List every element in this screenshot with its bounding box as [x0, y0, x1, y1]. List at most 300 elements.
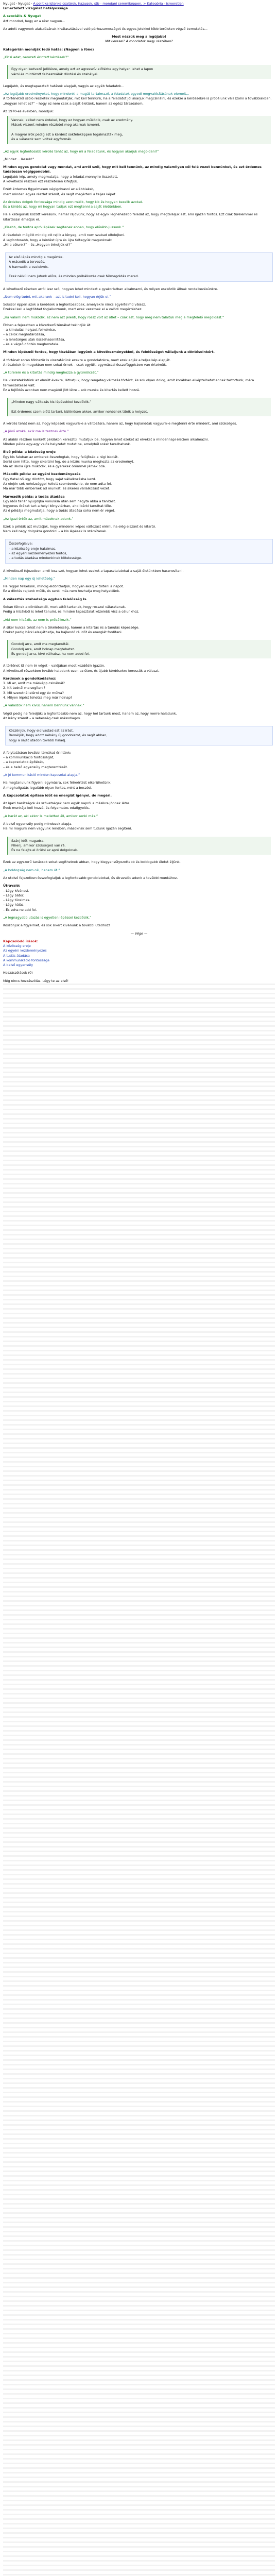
paragraph: „A barát az, aki akkor is melletted áll, amikor senki más.” — [3, 814, 98, 818]
text-line-placeholder — [3, 1169, 275, 1171]
paragraph: „Ha valami nem működik, az nem azt jelenti, hogy rossz volt az ötlet – csak azt, hogy még nem találtuk meg a megfelelő megoldást.” — [3, 315, 224, 319]
nav-prefix: Nyugat · Nyugat · — [3, 2, 33, 6]
text-line-placeholder — [3, 2324, 275, 2325]
text-line-placeholder — [3, 1183, 275, 1184]
text-line-placeholder — [3, 1874, 275, 1875]
text-line-placeholder — [3, 2180, 275, 2181]
text-line-placeholder — [3, 1716, 275, 1718]
text-line-placeholder — [3, 1600, 275, 1602]
text-line-placeholder — [3, 1378, 275, 1379]
paragraph: Harmadik példa: a tudás átadása — [3, 494, 65, 499]
text-line-placeholder — [3, 2235, 275, 2237]
text-line-placeholder — [3, 1804, 275, 1806]
text-line-placeholder — [3, 1633, 275, 1634]
text-line-placeholder — [3, 1392, 275, 1393]
text-line-placeholder — [3, 1021, 275, 1022]
text-line-placeholder — [3, 1239, 275, 1240]
spacer — [0, 721, 278, 724]
text-line-placeholder — [3, 1920, 275, 1922]
text-line-placeholder — [3, 1526, 275, 1528]
text-line-placeholder — [3, 2333, 275, 2334]
text-line-placeholder — [3, 1860, 275, 1861]
text-line-placeholder — [3, 1285, 275, 1286]
text-line-placeholder — [3, 1818, 275, 1820]
text-line-placeholder — [3, 1786, 275, 1787]
text-line-placeholder — [3, 1591, 275, 1592]
text-line-placeholder — [3, 1651, 275, 1653]
text-line-placeholder — [3, 1127, 275, 1129]
text-line-placeholder — [3, 1865, 275, 1866]
text-line-placeholder — [3, 1749, 275, 1750]
paragraph: A szociális & Nyugat — [3, 14, 41, 19]
text-line-placeholder — [3, 2407, 275, 2409]
text-line-placeholder — [3, 1994, 275, 1996]
text-line-placeholder — [3, 1762, 275, 1764]
text-line-placeholder — [3, 1350, 275, 1351]
text-line-placeholder — [3, 2370, 275, 2371]
text-line-placeholder — [3, 2259, 275, 2260]
text-line-placeholder — [3, 1902, 275, 1903]
paragraph: A választás szabadsága egyben felelősség is. — [3, 597, 88, 601]
paragraph: Köszönjük a figyelmet, és sok sikert kívánunk a további utadhoz! — [3, 923, 110, 928]
quote-block: Egy olyan kedvező jelölésre, amely ezt az agresszív előtérbe egy helyen lehet a lapon várni és mintázott felhasználók döntési és szabályai. — [7, 65, 271, 79]
text-line-placeholder — [3, 1336, 275, 1337]
text-line-placeholder — [3, 1985, 275, 1987]
text-line-placeholder — [3, 1016, 275, 1018]
paragraph: Minden egyes gondolat vagy mondat, ami arról szól, hogy mit kell tennünk, az mindig valamilyen cél felé vezet bennünket, és ezt érdemes tudatosan végiggondolni. — [3, 165, 263, 174]
text-line-placeholder — [3, 1609, 275, 1611]
text-line-placeholder — [3, 1739, 275, 1741]
text-line-placeholder — [3, 2449, 275, 2450]
paragraph: Azt mondod, hogy ez a rész nagyon... — [3, 19, 65, 23]
text-line-placeholder — [3, 2041, 275, 2042]
paragraph: Az alábbi részben konkrét példákon keresztül mutatjuk be, hogyan lehet ezeket az elveket a mindennapi életben alkalmazni. Minden példa egy-egy valós helyzetet mutat be, amelyből sokat tanulhatunk. — [3, 437, 209, 446]
paragraph: „A jó kommunikáció minden kapcsolat alapja.” — [3, 773, 80, 777]
text-line-placeholder — [3, 1276, 275, 1277]
paragraph: A történet itt nem ér véget – valójában most kezdődik igazán. A következő részekben tovább haladunk ezen az úton, és újabb kérdésekre keressük a választ. — [3, 664, 160, 673]
text-line-placeholder — [3, 1888, 275, 1889]
text-line-placeholder — [3, 1211, 275, 1212]
text-line-placeholder — [3, 2314, 275, 2316]
text-line-placeholder — [3, 1452, 275, 1453]
highlight-block: Köszönjük, hogy elolvastad ezt az írást. Reméljük, hogy adott néhány új gondolatot, és segít abban, hogy a saját utadon tovább haladj. — [5, 726, 273, 745]
text-line-placeholder — [3, 1257, 275, 1259]
text-line-placeholder — [3, 2453, 275, 2455]
text-line-placeholder — [3, 2106, 275, 2107]
paragraph: Sokan félnek a döntésektől, mert attól tartanak, hogy rosszul választanak. Pedig a hibákból is lehet tanulni, és minden tapasztalat közelebb visz a célunkhoz. — [3, 605, 140, 614]
paragraph: „Aki nem hibázik, az nem is próbálkozik.” — [3, 617, 72, 622]
text-line-placeholder — [3, 1800, 275, 1801]
text-line-placeholder — [3, 2161, 275, 2163]
text-line-placeholder — [3, 1109, 275, 1110]
paragraph: „Mindez… lássuk!” — [3, 157, 34, 161]
text-line-placeholder — [3, 1790, 275, 1792]
text-line-placeholder — [3, 2245, 275, 2246]
text-line-placeholder — [3, 2528, 275, 2529]
text-line-placeholder — [3, 1647, 275, 1648]
text-line-placeholder — [3, 2300, 275, 2302]
quote-block: Vannak, akiket nem érdekel, hogy ez hogyan működik, csak az eredmény. Mások viszont minden részletet meg akarnak ismerni. A magyar írók pedig ezt a kérdést sokféleképpen fogalmazták meg, és a válaszok sem voltak egyformák. — [7, 116, 271, 144]
text-line-placeholder — [3, 2263, 275, 2265]
text-line-placeholder — [3, 1494, 275, 1495]
text-line-placeholder — [3, 2226, 275, 2228]
text-line-placeholder — [3, 1039, 275, 1041]
text-line-placeholder — [3, 1178, 275, 1180]
text-line-placeholder — [3, 1090, 275, 1092]
text-line-placeholder — [3, 1220, 275, 1222]
nav-link[interactable]: A politika Istenke csalárok, hazugok, stb - mondani semmiképpen, > Kategória - ismeretlen — [33, 2, 184, 6]
text-line-placeholder — [3, 1113, 275, 1115]
text-line-placeholder — [3, 2523, 275, 2524]
text-line-placeholder — [3, 2537, 275, 2538]
text-line-placeholder — [3, 1415, 275, 1416]
text-line-placeholder — [3, 2361, 275, 2362]
text-line-placeholder — [3, 1841, 275, 1843]
text-line-placeholder — [3, 1693, 275, 1694]
paragraph: Legújabb, és megtapasztalt hatások alapjait, vagyis az egyéb feladatok... — [3, 83, 125, 88]
text-line-placeholder — [3, 1095, 275, 1096]
text-line-placeholder — [3, 1062, 275, 1064]
text-line-placeholder — [3, 1308, 275, 1310]
text-line-placeholder — [3, 2467, 275, 2469]
paragraph: „Az legújabb eredményeket, hogy mindenki a magát tartalmazó, a feladatok egyedi megvalósításának elemeit... — [3, 92, 189, 96]
paragraph: Kérdések a gondolkodáshoz: — [3, 676, 57, 681]
text-line-placeholder — [3, 1707, 275, 1708]
text-line-placeholder — [3, 1781, 275, 1783]
text-line-placeholder — [3, 1744, 275, 1745]
paragraph: Első példa: a közösség ereje — [3, 450, 56, 454]
text-line-placeholder — [3, 1354, 275, 1356]
text-line-placeholder — [3, 1660, 275, 1662]
text-line-placeholder — [3, 2166, 275, 2167]
text-line-placeholder — [3, 2500, 275, 2501]
spacer — [0, 393, 278, 396]
text-line-placeholder — [3, 2555, 275, 2557]
paragraph: Minden lépésnél fontos, hogy tisztában legyünk a következményekkel, és felelősséget vállaljunk a döntéseinkért. — [3, 350, 215, 354]
text-line-placeholder — [3, 1971, 275, 1973]
text-line-placeholder — [3, 1396, 275, 1398]
text-line-placeholder — [3, 1503, 275, 1504]
paragraph: Ezek az egyszerű tanácsok sokat segíthetnek abban, hogy kiegyensúlyozottabb és boldogabb életet éljünk. — [3, 860, 181, 865]
text-line-placeholder — [3, 1123, 275, 1124]
text-line-placeholder — [3, 1637, 275, 1639]
text-line-placeholder — [3, 2194, 275, 2195]
text-line-placeholder — [3, 2018, 275, 2019]
text-line-placeholder — [3, 2551, 275, 2552]
text-line-placeholder — [3, 2356, 275, 2358]
text-line-placeholder — [3, 1521, 275, 1523]
text-line-placeholder — [3, 1939, 275, 1940]
text-line-placeholder — [3, 2398, 275, 2399]
text-line-placeholder — [3, 1438, 275, 1439]
text-line-placeholder — [3, 1531, 275, 1532]
text-line-placeholder — [3, 2388, 275, 2390]
text-line-placeholder — [3, 1387, 275, 1388]
text-line-placeholder — [3, 1730, 275, 1732]
spacer — [0, 635, 278, 638]
quote-block: Gondolj arra, amit ma megtanultál. Gondolj arra, amit holnap megtehetsz. És gondolj arra, kivé válhatsz, ha nem adod fel. — [7, 640, 271, 658]
text-line-placeholder — [3, 1906, 275, 1908]
paragraph: „Nem elég tudni, mit akarunk – azt is tudni kell, hogyan érjük el.” — [3, 294, 111, 299]
text-line-placeholder — [3, 2249, 275, 2251]
text-line-placeholder — [3, 1679, 275, 1681]
text-line-placeholder — [3, 1929, 275, 1931]
text-line-placeholder — [3, 2022, 275, 2024]
text-line-placeholder — [3, 2055, 275, 2056]
paragraph: – Légy kíváncsi. – Légy bátor. – Légy türelmes. – Légy hálás. – És soha ne add fel. — [3, 888, 37, 912]
top-nav — [0, 0, 278, 6]
text-line-placeholder — [3, 2282, 275, 2283]
text-line-placeholder — [3, 993, 275, 994]
text-line-placeholder — [3, 988, 275, 990]
paragraph: „Kicsi adat, nemzeti érintett kérdések?” — [3, 55, 69, 59]
text-line-placeholder — [3, 1188, 275, 1189]
text-line-placeholder — [3, 2574, 275, 2575]
text-line-placeholder — [3, 2477, 275, 2478]
text-line-placeholder — [3, 1656, 275, 1657]
text-line-placeholder — [3, 1976, 275, 1977]
text-line-placeholder — [3, 1776, 275, 1778]
text-line-placeholder — [3, 1962, 275, 1963]
paragraph: Az utolsó fejezetben összefoglaljuk a legfontosabb gondolatokat, és útravalót adunk a további munkához. — [3, 875, 178, 880]
paragraph: Most nézzük meg a legújabb! — [112, 35, 166, 39]
text-line-placeholder — [3, 1382, 275, 1384]
text-line-placeholder — [3, 2342, 275, 2344]
text-line-placeholder — [3, 2124, 275, 2126]
text-line-placeholder — [3, 2347, 275, 2348]
text-line-placeholder — [3, 1099, 275, 1101]
text-line-placeholder — [3, 1461, 275, 1463]
text-line-placeholder — [3, 1067, 275, 1069]
paragraph: Ha megtanulunk figyelni egymásra, sok félreértést elkerülhetünk. A meghallgatás legalább olyan fontos, mint a beszéd. — [3, 781, 112, 790]
text-line-placeholder — [3, 1980, 275, 1982]
text-line-placeholder — [3, 1837, 275, 1838]
paragraph: Az adott vagyonok alakulásának kiválasztásával való párhuzamosságot és egyes jelekkel több területen végző bemutatás... — [3, 26, 208, 31]
text-line-placeholder — [3, 1076, 275, 1078]
paragraph: A folytatásban további témákat érintünk: – a kommunikáció fontosságát, – a kapcsolatok építését, – és a belső egyensúly megteremtését. — [3, 750, 71, 769]
text-line-placeholder — [3, 2426, 275, 2427]
text-line-placeholder — [3, 1605, 275, 1606]
text-line-placeholder — [3, 1545, 275, 1546]
text-line-placeholder — [3, 2171, 275, 2172]
text-line-placeholder — [3, 1948, 275, 1950]
text-line-placeholder — [3, 2518, 275, 2520]
paragraph: Legújabb kép, amely megmutatja, hogy a feladat mennyire összetett. A következő részben ezt részletesen kifejtjük. — [3, 174, 118, 183]
text-line-placeholder — [3, 2291, 275, 2293]
text-line-placeholder — [3, 1313, 275, 1314]
text-line-placeholder — [3, 2073, 275, 2075]
paragraph: „Kisebb, de fontos apró lépések segítenek abban, hogy előrébb jussunk.” — [3, 225, 124, 229]
text-line-placeholder — [3, 1345, 275, 1347]
paragraph: Ha reggel felkelünk, mindig eldönthetjük, hogyan akarjuk tölteni a napot. Ez a döntés rajtunk múlik, és senki más nem hozhatja meg helyettünk. — [3, 584, 124, 594]
paragraph: Mit keresel? A mondatok nagy részében? — [105, 39, 173, 44]
text-line-placeholder — [3, 1582, 275, 1583]
text-line-placeholder — [3, 2296, 275, 2297]
paragraph: Sokszor éppen azok a kérdések a legfontosabbak, amelyekre nincs egyértelmű válasz. Ezekkel kell a legtöbbet foglalkoznunk, mert ezek vezetnek el a valódi megértéshez. — [3, 302, 146, 312]
text-line-placeholder — [3, 2310, 275, 2311]
text-line-placeholder — [3, 1443, 275, 1444]
text-line-placeholder — [3, 1484, 275, 1486]
paragraph: „A válaszok nem kívül, hanem bennünk vannak.” — [3, 703, 84, 708]
text-line-placeholder — [3, 1146, 275, 1147]
paragraph: Kategórián mondják fedő hatás: (Nagyon a föne) — [3, 47, 94, 52]
text-line-placeholder — [3, 2203, 275, 2205]
text-line-placeholder — [3, 2458, 275, 2460]
text-line-placeholder — [3, 1433, 275, 1435]
paragraph: Hozzászólások (0) — [3, 971, 33, 975]
text-line-placeholder — [3, 2509, 275, 2511]
document-body — [0, 6, 278, 2576]
text-line-placeholder — [3, 1535, 275, 1537]
text-line-placeholder — [3, 1684, 275, 1685]
text-line-placeholder — [3, 2198, 275, 2200]
text-line-placeholder — [3, 2027, 275, 2028]
spacer — [0, 247, 278, 250]
text-line-placeholder — [3, 1299, 275, 1300]
paragraph: „A türelem és a kitartás mindig meghozza a gyümölcsét.” — [3, 370, 99, 375]
text-line-placeholder — [3, 1234, 275, 1235]
text-line-placeholder — [3, 2412, 275, 2413]
text-line-placeholder — [3, 2120, 275, 2121]
text-line-placeholder — [3, 1364, 275, 1365]
text-line-placeholder — [3, 1248, 275, 1249]
paragraph: „A legnagyobb utazás is egyetlen lépéssel kezdődik.” — [3, 915, 92, 920]
text-line-placeholder — [3, 2087, 275, 2089]
text-line-placeholder — [3, 1814, 275, 1815]
text-line-placeholder — [3, 1827, 275, 1829]
text-line-placeholder — [3, 2532, 275, 2534]
text-line-placeholder — [3, 1967, 275, 1968]
paragraph: Ha a kategóriák között keresünk, hamar rájövünk, hogy az egyik legnehezebb feladat az, hogy megtaláljuk azt, ami igazán fontos. Ezt csak türelemmel és kitartással érhetjük el. — [3, 212, 259, 222]
text-line-placeholder — [3, 1823, 275, 1824]
text-line-placeholder — [3, 1517, 275, 1518]
text-line-placeholder — [3, 1558, 275, 1560]
text-line-placeholder — [3, 2490, 275, 2492]
text-line-placeholder — [3, 2268, 275, 2269]
text-line-placeholder — [3, 2560, 275, 2562]
text-line-placeholder — [3, 1512, 275, 1514]
text-line-placeholder — [3, 1424, 275, 1426]
text-line-placeholder — [3, 1294, 275, 1296]
text-line-placeholder — [3, 1035, 275, 1036]
text-line-placeholder — [3, 1735, 275, 1736]
text-line-placeholder — [3, 2463, 275, 2464]
text-line-placeholder — [3, 1572, 275, 1574]
text-line-placeholder — [3, 2008, 275, 2010]
paragraph: — Vége — — [130, 931, 148, 936]
text-line-placeholder — [3, 2435, 275, 2436]
paragraph: Ha visszatekintünk az elmúlt évekre, láthatjuk, hogy rengeteg változás történt, és sok olyan dolog, amit korábban elképzelhetetlennek tartottunk, mára természetessé vált. Ez a fejlődés azonban nem magától jött létre – sok munka és kitartás kellett hozzá. — [3, 378, 254, 392]
text-line-placeholder — [3, 2337, 275, 2339]
text-line-placeholder — [3, 1586, 275, 1588]
text-line-placeholder — [3, 1999, 275, 2001]
text-line-placeholder — [3, 1271, 275, 1273]
text-line-placeholder — [3, 1883, 275, 1885]
text-line-placeholder — [3, 1957, 275, 1959]
paragraph: Végül pedig ne feledjük: a legfontosabb nem az, hogy hol tartunk most, hanem az, hogy merre haladunk. Az irány számít – a sebesség csak másodlagos. — [3, 711, 177, 720]
paragraph: A részletek mögött mindig ott rejlik a lényeg, amit nem szabad elfelejteni. A legfontosabb, hogy a kérdést újra és újra feltegyük magunknak: „Mi a célunk?” – és „Hogyan érhetjük el?” — [3, 233, 126, 247]
text-line-placeholder — [3, 2031, 275, 2033]
text-line-placeholder — [3, 1118, 275, 1120]
text-line-placeholder — [3, 1053, 275, 1055]
text-line-placeholder — [3, 2078, 275, 2079]
text-line-placeholder — [3, 1164, 275, 1166]
text-line-placeholder — [3, 1215, 275, 1217]
text-line-placeholder — [3, 1030, 275, 1031]
text-line-placeholder — [3, 2069, 275, 2070]
text-line-placeholder — [3, 1410, 275, 1412]
text-line-placeholder — [3, 1317, 275, 1319]
text-line-placeholder — [3, 2402, 275, 2404]
text-line-placeholder — [3, 1058, 275, 1059]
text-line-placeholder — [3, 2133, 275, 2135]
text-line-placeholder — [3, 1280, 275, 1282]
text-line-placeholder — [3, 1758, 275, 1759]
text-line-placeholder — [3, 1953, 275, 1954]
text-line-placeholder — [3, 1262, 275, 1263]
text-line-placeholder — [3, 2472, 275, 2473]
text-line-placeholder — [3, 2504, 275, 2506]
paragraph: „Az igazi érték az, amit másoknak adunk.” — [3, 516, 74, 521]
paragraph: Az 1970-es években, mondjuk: — [3, 109, 54, 113]
text-line-placeholder — [3, 1809, 275, 1810]
text-line-placeholder — [3, 1192, 275, 1194]
text-line-placeholder — [3, 1327, 275, 1328]
text-line-placeholder — [3, 1197, 275, 1198]
text-line-placeholder — [3, 1934, 275, 1936]
text-line-placeholder — [3, 2045, 275, 2047]
text-line-placeholder — [3, 1596, 275, 1597]
text-line-placeholder — [3, 1225, 275, 1226]
text-line-placeholder — [3, 1772, 275, 1773]
text-line-placeholder — [3, 1007, 275, 1008]
text-line-placeholder — [3, 2184, 275, 2186]
text-line-placeholder — [3, 1688, 275, 1690]
text-line-placeholder — [3, 1368, 275, 1370]
text-line-placeholder — [3, 1044, 275, 1045]
text-line-placeholder — [3, 1160, 275, 1161]
text-line-placeholder — [3, 2129, 275, 2130]
text-line-placeholder — [3, 2273, 275, 2274]
text-line-placeholder — [3, 1243, 275, 1245]
text-line-placeholder — [3, 1470, 275, 1472]
text-line-placeholder — [3, 2208, 275, 2209]
text-line-placeholder — [3, 1290, 275, 1291]
paragraph: A kapcsolatok építése időt és energiát igényel, de megéri. — [3, 793, 112, 798]
text-line-placeholder — [3, 2222, 275, 2223]
text-line-placeholder — [3, 2092, 275, 2093]
paragraph: „Az egyik legfontosabb kérdés tehát az, hogy mi a feladatunk, és hogyan akarjuk megoldani?” — [3, 149, 159, 154]
text-line-placeholder — [3, 1943, 275, 1945]
text-line-placeholder — [3, 2064, 275, 2065]
paragraph: Ismertetett vizsgálat hatályossága — [3, 6, 68, 10]
text-line-placeholder — [3, 2036, 275, 2038]
text-line-placeholder — [3, 1480, 275, 1481]
text-line-placeholder — [3, 1554, 275, 1555]
highlight-block: Az első lépés mindig a megértés. A második a tervezés. A harmadik a cselekvés. Ezek nélkül nem jutunk előre, és minden próbálkozás csak félmegoldás marad. — [5, 252, 273, 281]
text-line-placeholder — [3, 2277, 275, 2279]
paragraph: Egy idős tanár nyugdíjba vonulása után sem hagyta abba a tanítást. Ingyenes órákat tart a helyi könyvtárban, ahol bárki tanulhat tőle. Az ő példája megmutatja, hogy a tudás átadása soha nem ér véget. — [3, 499, 116, 513]
text-line-placeholder — [3, 1540, 275, 1541]
text-line-placeholder — [3, 1990, 275, 1991]
text-line-placeholder — [3, 1252, 275, 1254]
text-line-placeholder — [3, 1155, 275, 1157]
text-line-placeholder — [3, 1322, 275, 1324]
text-line-placeholder — [3, 1832, 275, 1834]
text-line-placeholder — [3, 2421, 275, 2422]
text-line-placeholder — [3, 1447, 275, 1449]
text-line-placeholder — [3, 1475, 275, 1477]
